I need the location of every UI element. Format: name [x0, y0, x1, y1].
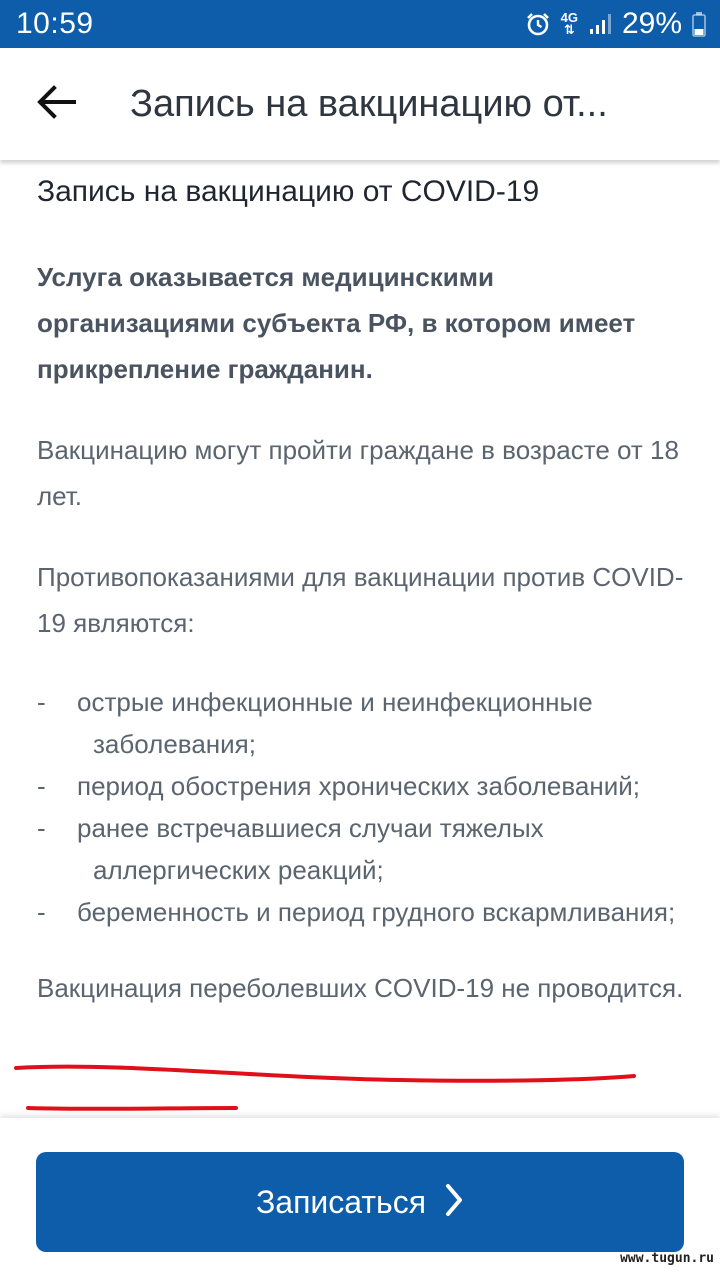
app-bar: [0, 48, 720, 160]
battery-icon: [692, 11, 706, 37]
battery-percent: 29%: [621, 7, 682, 40]
signal-icon: [588, 12, 612, 36]
chevron-right-icon: [444, 1183, 464, 1222]
network-4g-icon: 4G ⇅: [560, 10, 578, 37]
eligibility-paragraph: Вакцинацию могут пройти граждане в возрасте от 18 лет.: [37, 435, 679, 511]
service-description: [37, 160, 687, 1011]
book-appointment-button[interactable]: [36, 1152, 684, 1252]
alarm-icon: [525, 11, 551, 37]
list-item: - период обострения хронических заболеваний;: [37, 771, 640, 801]
lead-paragraph: Услуга оказывается медицинскими организациями субъекта РФ, в котором имеет прикрепление гражданин.: [37, 262, 636, 384]
status-time: 10:59: [16, 7, 94, 40]
list-item: - острые инфекционные и неинфекционные заболевания;: [37, 687, 593, 759]
list-item: - беременность и период грудного вскармливания;: [37, 897, 676, 927]
app-bar-title: Запись на вакцинацию от...: [130, 82, 608, 125]
status-icons: [525, 7, 706, 41]
status-bar: [0, 0, 720, 48]
contraindications-list: [37, 681, 687, 933]
list-item: - ранее встречавшиеся случаи тяжелых аллергических реакций;: [37, 813, 544, 885]
network-label: 4G: [560, 10, 578, 25]
watermark: www.tugun.ru: [620, 1251, 714, 1266]
contraindications-intro: Противопоказаниями для вакцинации против COVID-19 являются:: [37, 562, 684, 638]
page-title: Запись на вакцинацию от COVID-19: [37, 175, 540, 208]
arrow-left-icon: [36, 84, 76, 125]
final-note: Вакцинация переболевших COVID-19 не проводится.: [37, 973, 684, 1003]
back-button[interactable]: [16, 64, 96, 144]
bottom-action-bar: [0, 1118, 720, 1280]
book-appointment-label: Записаться: [255, 1183, 427, 1220]
